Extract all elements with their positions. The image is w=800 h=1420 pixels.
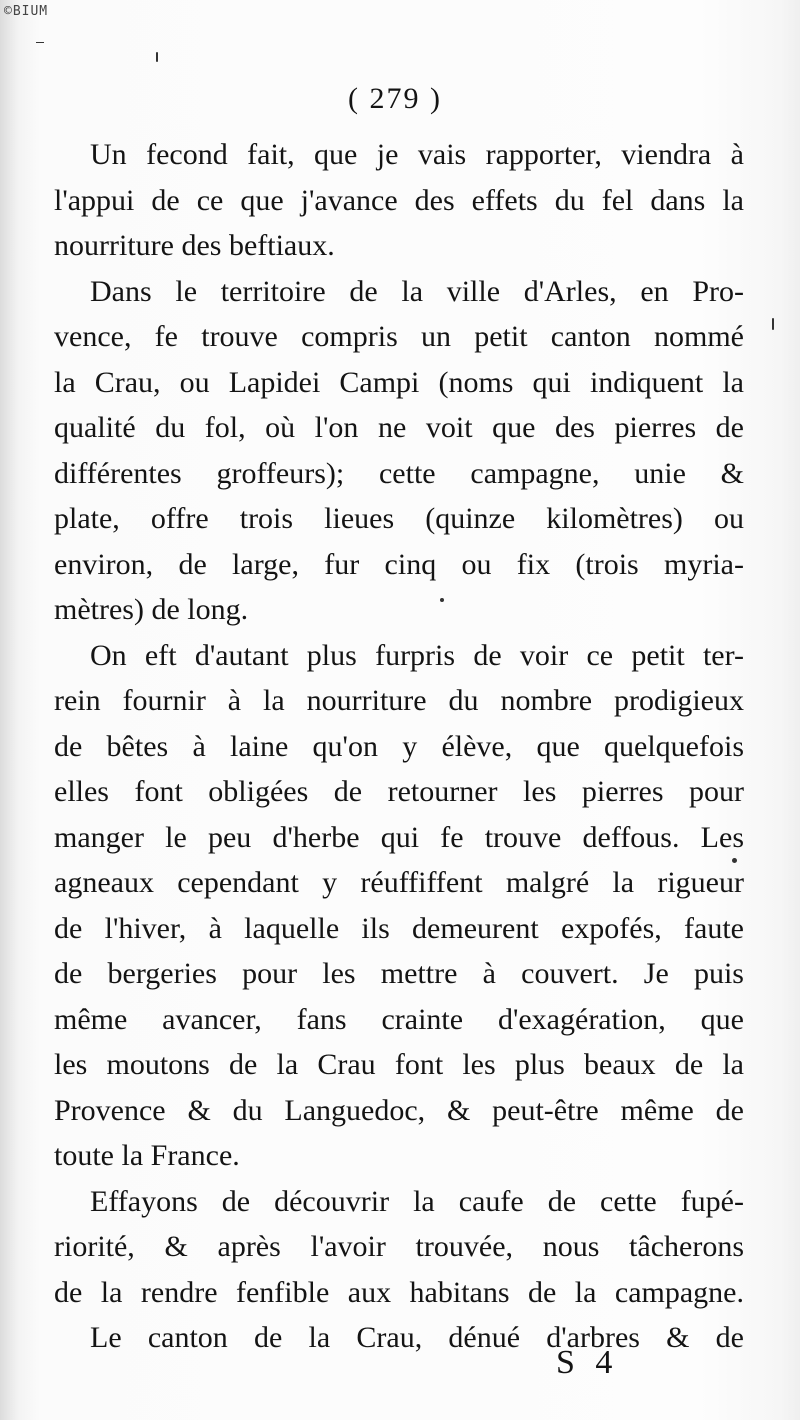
- text-line: nourriture des beftiaux.: [54, 229, 335, 262]
- text-line: Un fecond fait, que je vais rapporter, viendra à: [90, 138, 744, 171]
- text-line: riorité, & après l'avoir trouvée, nous tâcherons: [54, 1230, 744, 1263]
- body-text: [54, 132, 744, 1361]
- text-line: vence, fe trouve compris un petit canton nommé: [54, 320, 744, 353]
- text-line: la Crau, ou Lapidei Campi (noms qui indiquent la: [54, 365, 744, 399]
- signature-mark: S 4: [556, 1344, 619, 1381]
- text-line: plate, offre trois lieues (quinze kilomètres) ou: [54, 502, 744, 535]
- text-line: même avancer, fans crainte d'exagération, que: [54, 1002, 744, 1036]
- text-line: Dans le territoire de la ville d'Arles, en Pro-: [90, 274, 744, 308]
- text-line: Le canton de la Crau, dénué d'arbres & de: [90, 1321, 744, 1354]
- print-speck: [440, 598, 444, 602]
- text-line: On eft d'autant plus furpris de voir ce petit ter-: [90, 638, 744, 672]
- text-line: de la rendre fenfible aux habitans de la campagne.: [54, 1275, 744, 1309]
- text-line: de l'hiver, à laquelle ils demeurent expofés, faute: [54, 911, 744, 945]
- text-line: elles font obligées de retourner les pierres pour: [54, 775, 744, 808]
- text-line: Provence & du Languedoc, & peut-être même de: [54, 1093, 744, 1127]
- text-line: qualité du fol, où l'on ne voit que des pierres de: [54, 411, 744, 444]
- print-speck: [156, 52, 158, 62]
- text-line: l'appui de ce que j'avance des effets du fel dans la: [54, 183, 744, 217]
- print-speck: [36, 42, 44, 43]
- text-line: environ, de large, fur cinq ou fix (trois myria-: [54, 547, 744, 581]
- print-speck: [772, 318, 774, 330]
- text-line: les moutons de la Crau font les plus beaux de la: [54, 1048, 744, 1081]
- text-line: agneaux cependant y réuffiffent malgré la rigueur: [54, 866, 744, 899]
- text-line: manger le peu d'herbe qui fe trouve deffous. Les: [54, 820, 744, 854]
- page-number: ( 279 ): [348, 82, 442, 115]
- text-line: rein fournir à la nourriture du nombre prodigieux: [54, 684, 744, 717]
- print-speck: [732, 858, 737, 863]
- text-line: de bêtes à laine qu'on y élève, que quelquefois: [54, 729, 744, 763]
- text-line: mètres) de long.: [54, 593, 249, 626]
- text-line: différentes groffeurs); cette campagne, unie &: [54, 456, 744, 490]
- text-line: toute la France.: [54, 1139, 240, 1172]
- watermark: ©BIUM: [4, 4, 49, 19]
- text-line: Effayons de découvrir la caufe de cette fupé-: [90, 1184, 744, 1218]
- text-line: de bergeries pour les mettre à couvert. Je puis: [54, 957, 744, 990]
